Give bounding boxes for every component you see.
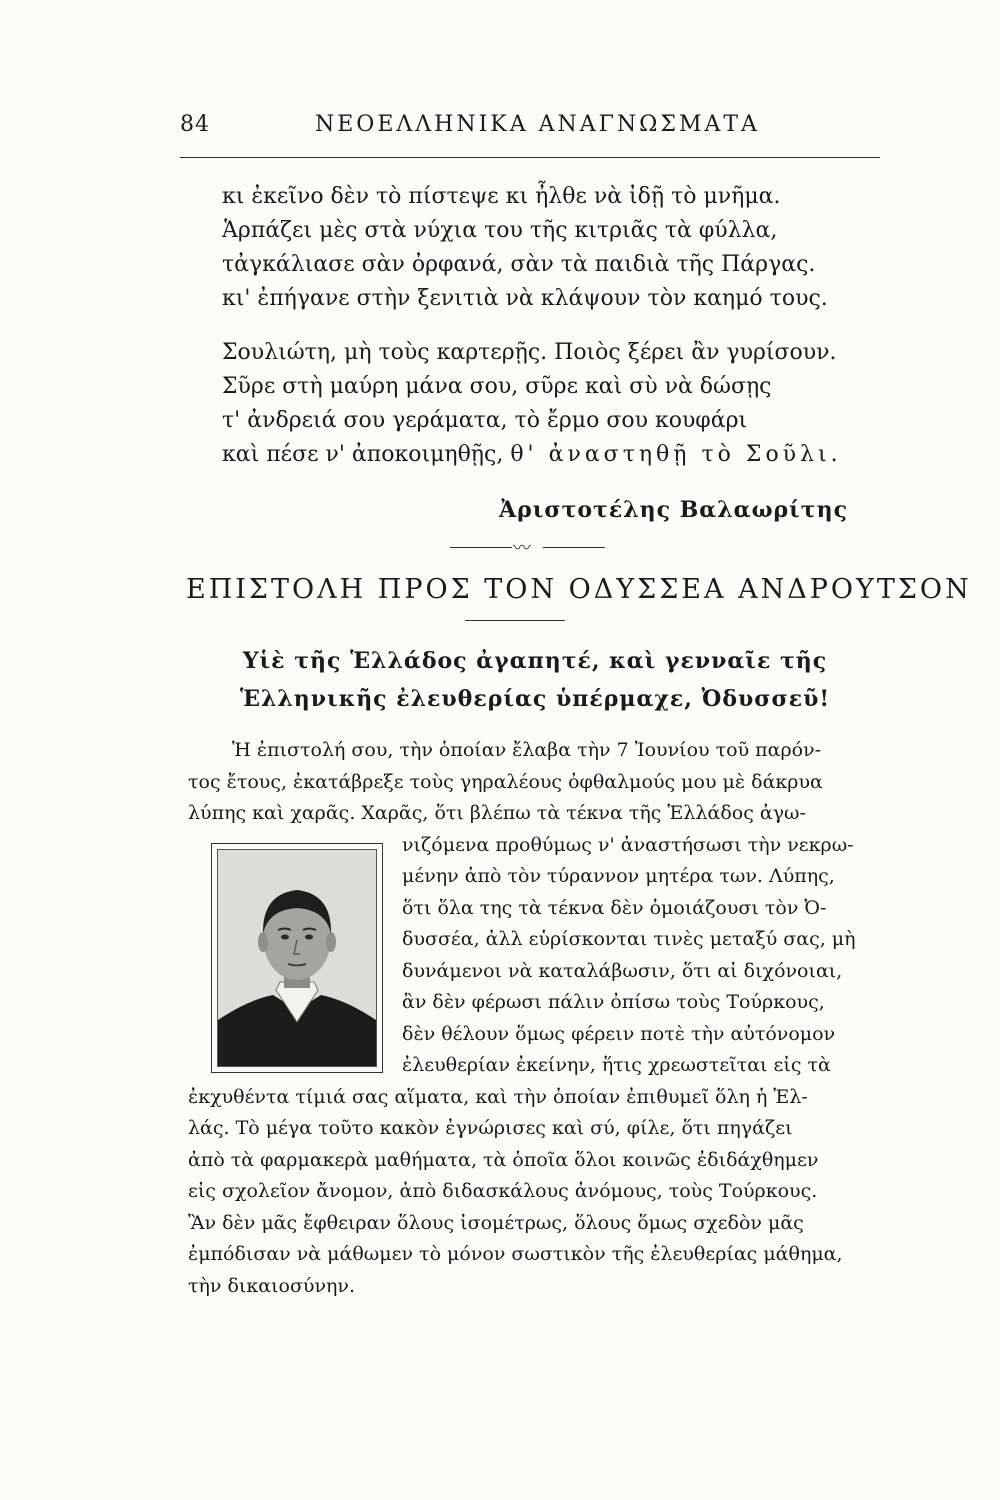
divider-rule [450, 547, 512, 548]
letter-line: λάς. Τὸ μέγα τοῦτο κακὸν ἐγνώρισες καὶ σύ, φίλε, ὅτι πηγάζει [188, 1117, 793, 1139]
section-title: ΕΠΙΣΤΟΛΗ ΠΡΟΣ ΤΟΝ ΟΔΥΣΣΕΑ ΑΝΔΡΟΥΤΣΟΝ [186, 574, 972, 605]
letter-line: δυσσέα, ἀλλ εὑρίσκονται τινὲς μεταξύ σας, μὴ [402, 928, 856, 950]
letter-salutation [200, 642, 870, 718]
poem [222, 180, 862, 472]
letter-line: νιζόμενα προθύμως ν' ἀναστήσωσι τὴν νεκρω- [402, 833, 854, 856]
letter-line: λύπης καὶ χαρᾶς. Χαρᾶς, ὅτι βλέπω τὰ τέκνα τῆς Ἑλλάδος ἀγω- [188, 802, 806, 824]
letter-line: τὴν δικαιοσύνην. [188, 1274, 356, 1297]
poem-stanza [222, 336, 862, 472]
letter-line: δυνάμενοι νὰ καταλάβωσιν, ὅτι αἱ διχόνοιαι, [402, 959, 843, 982]
poem-last-line-start: καὶ πέσε ν' ἀποκοιμηθῇς, [222, 442, 504, 467]
portrait-illustration [218, 850, 376, 1066]
poem-line: κι ἐκεῖνο δὲν τὸ πίστεψε κι ἦλθε νὰ ἰδῇ τὸ μνῆμα. [222, 184, 781, 209]
letter-line: ἀπὸ τὰ φαρμακερὰ μαθήματα, τὰ ὁποῖα ὅλοι κοινῶς ἐδιδάχθημεν [188, 1148, 819, 1171]
poem-line: κι' ἐπήγανε στὴν ξενιτιὰ νὰ κλάψουν τὸν καημό τους. [222, 286, 828, 311]
poem-line: τ' ἀνδρειά σου γεράματα, τὸ ἔρμο σου κουφάρι [222, 408, 748, 433]
poem-author-signature: Ἀριστοτέλης Βαλαωρίτης [499, 497, 848, 523]
divider-rule [543, 547, 605, 548]
salutation-line: Υἱὲ τῆς Ἑλλάδος ἀγαπητέ, καὶ γενναῖε τῆς [242, 648, 828, 674]
portrait-photo [217, 849, 377, 1067]
poem-stanza [222, 180, 862, 316]
page-number: 84 [180, 112, 210, 137]
letter-line: μένην ἀπὸ τὸν τύραννον μητέρα των. Λύπης, [402, 865, 835, 887]
letter-line: Ἡ ἐπιστολή σου, τὴν ὁποίαν ἔλαβα τὴν 7 Ἰουνίου τοῦ παρόν- [232, 739, 822, 761]
letter-line: ἐμπόδισαν νὰ μάθωμεν τὸ μόνον σωστικὸν τῆς ἐλευθερίας μάθημα, [188, 1243, 843, 1265]
portrait-frame [211, 843, 383, 1073]
letter-line: δὲν θέλουν ὅμως φέρειν ποτὲ τὴν αὐτόνομον [402, 1022, 836, 1045]
poem-line: τἀγκάλιασε σὰν ὀρφανά, σὰν τὰ παιδιὰ τῆς Πάργας. [222, 252, 816, 277]
poem-last-line [222, 438, 862, 472]
header-rule [180, 157, 880, 158]
letter-line: ἂν δὲν φέρωσι πάλιν ὀπίσω τοὺς Τούρκους, [402, 991, 825, 1013]
letter-line: ἐκχυθέντα τίμιά σας αἵματα, καὶ τὴν ὁποίαν ἐπιθυμεῖ ὅλη ἡ Ἑλ- [188, 1085, 808, 1108]
running-title: ΝΕΟΕΛΛΗΝΙΚΑ ΑΝΑΓΝΩΣΜΑΤΑ [315, 112, 760, 137]
ornament-glyph: 〰 [513, 538, 531, 559]
page-header [180, 112, 880, 142]
letter-line: ἐλευθερίαν ἐκείνην, ἥτις χρεωστεῖται εἰς τὰ [402, 1054, 831, 1076]
letter-line: εἰς σχολεῖον ἄνομον, ἀπὸ διδασκάλους ἀνόμους, τοὺς Τούρκους. [188, 1180, 818, 1202]
poem-last-line-end: θ' ἀναστηθῇ τὸ Σοῦλι. [510, 442, 842, 467]
poem-line: Σῦρε στὴ μαύρη μάνα σου, σῦρε καὶ σὺ νὰ δώσῃς [222, 374, 772, 399]
letter-line: Ἂν δὲν μᾶς ἔφθειραν ὅλους ἰσομέτρως, ὅλους ὅμως σχεδὸν μᾶς [188, 1211, 804, 1234]
section-divider-ornament [450, 538, 605, 559]
title-rule [465, 620, 565, 621]
poem-line: Σουλιώτη, μὴ τοὺς καρτερῇς. Ποιὸς ξέρει ἂν γυρίσουν. [222, 340, 837, 365]
poem-line: Ἁρπάζει μὲς στὰ νύχια του τῆς κιτριᾶς τὰ φύλλα, [222, 218, 778, 243]
letter-line: τος ἔτους, ἐκατάβρεξε τοὺς γηραλέους ὀφθαλμούς μου μὲ δάκρυα [188, 770, 823, 793]
salutation-line: Ἑλληνικῆς ἐλευθερίας ὑπέρμαχε, Ὀδυσσεῦ! [239, 686, 831, 712]
letter-line: ὅτι ὅλα της τὰ τέκνα δὲν ὁμοιάζουσι τὸν Ὀ- [402, 896, 827, 919]
